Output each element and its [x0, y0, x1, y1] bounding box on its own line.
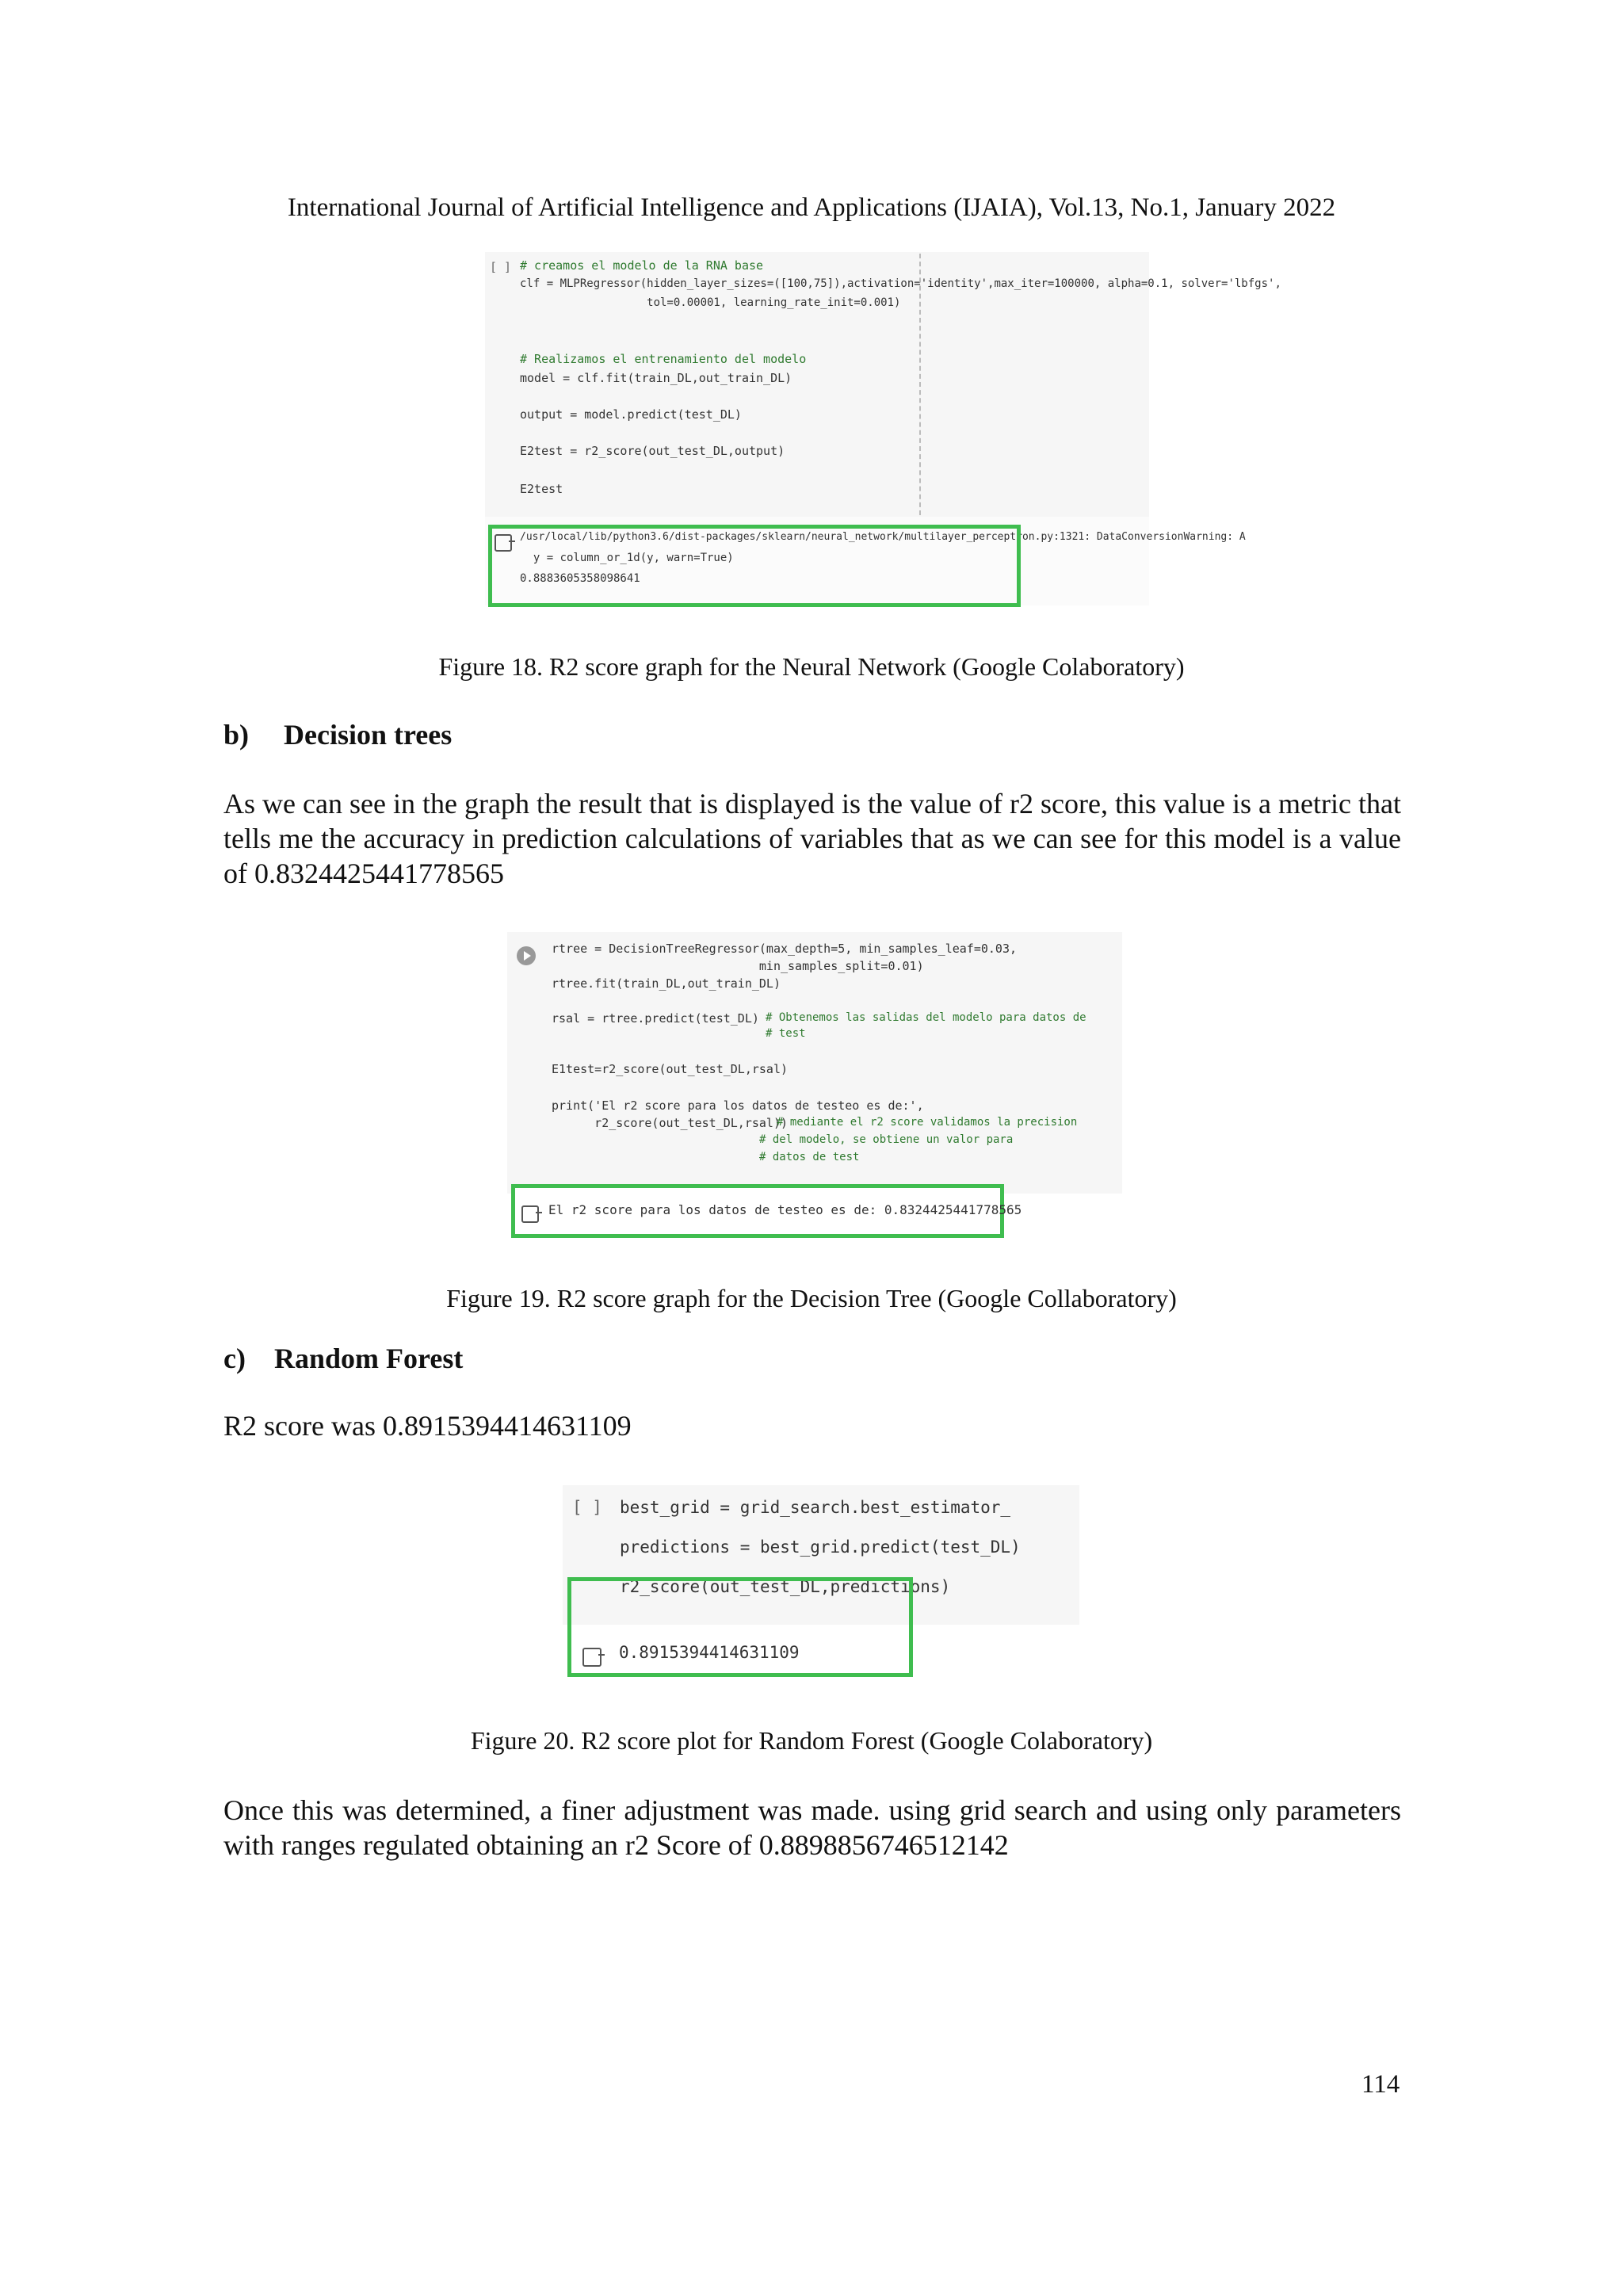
code-line: predictions = best_grid.predict(test_DL): [620, 1538, 1021, 1557]
output-line: 0.8883605358098641: [520, 572, 640, 585]
figure-18-code-screenshot: [485, 252, 1281, 517]
cell-run-bracket: [ ]: [490, 260, 512, 274]
code-comment: # test: [766, 1027, 806, 1040]
output-line: y = column_or_1d(y, warn=True): [520, 552, 734, 564]
cell-run-bracket: [ ]: [572, 1498, 602, 1517]
code-line: r2_score(out_test_DL,rsal)): [552, 1116, 789, 1130]
code-comment: # Obtenemos las salidas del modelo para datos de: [766, 1011, 1086, 1024]
ruler-line: [919, 254, 921, 515]
paragraph-decision-trees: As we can see in the graph the result that is displayed is the value of r2 score, this value is a metric that tells me the accuracy in prediction calculations of variables that as we can see for this model is a value of 0.8324425441778565: [223, 788, 1401, 889]
section-label: c): [223, 1343, 246, 1374]
highlight-box: [511, 1184, 1022, 1238]
section-heading-random-forest: [223, 1342, 463, 1375]
section-heading-decision-trees: [223, 718, 452, 751]
code-line: model = clf.fit(train_DL,out_train_DL): [520, 371, 792, 385]
figure-19-caption: Figure 19. R2 score graph for the Decision Tree (Google Collaboratory): [446, 1284, 1177, 1312]
journal-header: International Journal of Artificial Intelligence and Applications (IJAIA), Vol.13, No.1, January 2022: [287, 193, 1336, 222]
page-number: 114: [1361, 2070, 1400, 2099]
code-line: min_samples_split=0.01): [552, 959, 924, 973]
code-line: best_grid = grid_search.best_estimator_: [620, 1498, 1011, 1517]
code-line: print('El r2 score para los datos de testeo es de:',: [552, 1098, 924, 1113]
code-line: r2_score(out_test_DL,predictions): [620, 1577, 951, 1596]
section-title: Random Forest: [274, 1343, 464, 1374]
output-line: 0.8915394414631109: [619, 1643, 800, 1662]
code-line: rtree.fit(train_DL,out_train_DL): [552, 976, 781, 991]
figure-18-caption: Figure 18. R2 score graph for the Neural Network (Google Colaboratory): [438, 652, 1185, 681]
code-line: E2test: [520, 482, 563, 496]
output-icon: [582, 1648, 601, 1667]
figure-19-code-screenshot: [507, 932, 1122, 1194]
highlight-box: [567, 1577, 913, 1677]
code-line: E2test = r2_score(out_test_DL,output): [520, 444, 785, 458]
code-comment: # datos de test: [759, 1151, 860, 1163]
code-comment: # del modelo, se obtiene un valor para: [759, 1133, 1014, 1146]
output-line: /usr/local/lib/python3.6/dist-packages/sklearn/neural_network/multilayer_perceptron.py:1321: DataConversionWarning: A: [520, 531, 1246, 543]
output-line: El r2 score para los datos de testeo es de: 0.8324425441778565: [548, 1202, 1022, 1217]
figure-20-caption: Figure 20. R2 score plot for Random Forest (Google Colaboratory): [470, 1726, 1153, 1755]
code-line: tol=0.00001, learning_rate_init=0.001): [520, 296, 901, 309]
code-line: clf = MLPRegressor(hidden_layer_sizes=([100,75]),activation='identity',max_iter=100000, alpha=0.1, solver='lbfgs',: [520, 277, 1281, 290]
code-line: output = model.predict(test_DL): [520, 407, 742, 422]
code-line: # creamos el modelo de la RNA base: [520, 258, 764, 273]
section-title: Decision trees: [284, 719, 453, 751]
code-line: # Realizamos el entrenamiento del modelo: [520, 352, 807, 366]
code-comment: # mediante el r2 score validamos la precision: [777, 1116, 1078, 1129]
output-icon: [521, 1205, 539, 1223]
code-line: E1test=r2_score(out_test_DL,rsal): [552, 1062, 789, 1076]
highlight-box: [488, 525, 1021, 607]
section-label: b): [223, 719, 250, 751]
paragraph-grid-search: Once this was determined, a finer adjustment was made. using grid search and using only parameters with ranges regulated obtaining an r2 Score of 0.8898856746512142: [223, 1794, 1401, 1861]
run-cell-icon: [517, 946, 536, 965]
code-line: rtree = DecisionTreeRegressor(max_depth=5, min_samples_leaf=0.03,: [552, 942, 1017, 956]
paragraph-random-forest: R2 score was 0.8915394414631109: [223, 1410, 632, 1442]
code-line: rsal = rtree.predict(test_DL): [552, 1011, 759, 1026]
